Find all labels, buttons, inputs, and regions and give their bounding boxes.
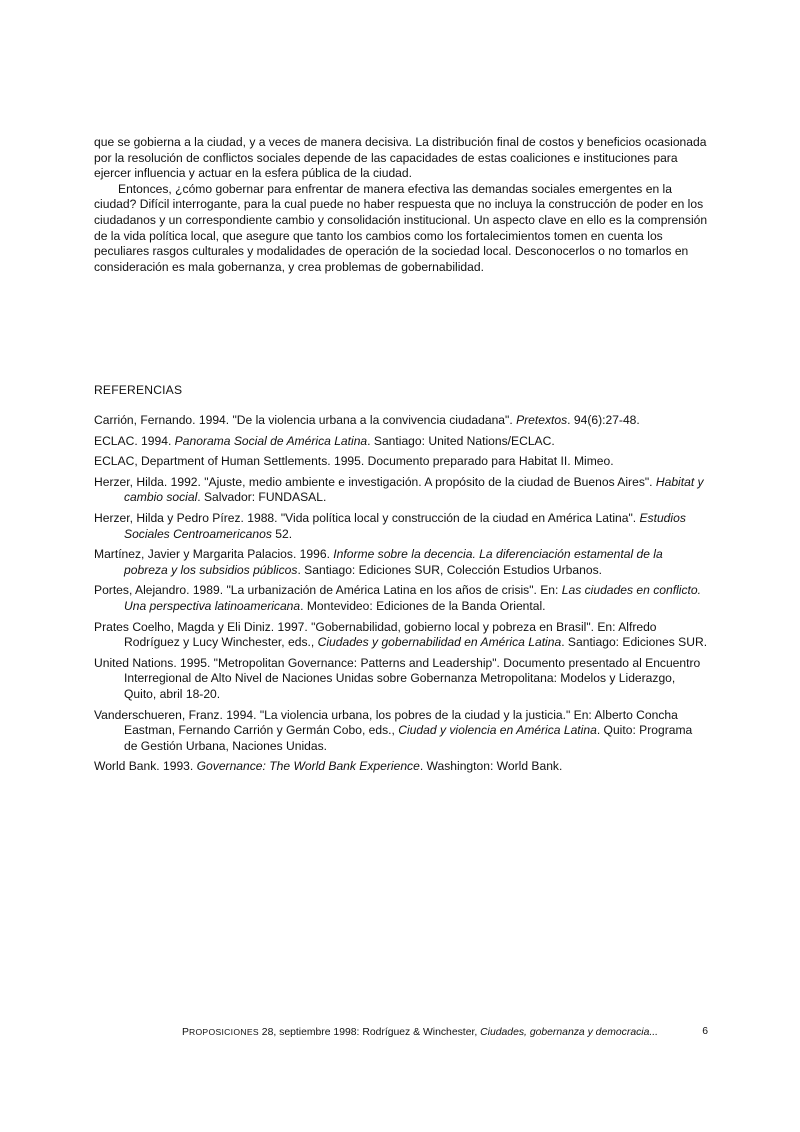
reference-title: Ciudades y gobernabilidad en América Latina (317, 635, 562, 650)
reference-text: Prates Coelho, Magda y Eli Diniz. 1997. "Gobernabilidad, gobierno local y pobreza en Brasil". En: Alfredo Rodríguez y Lucy Winchester, eds., (94, 619, 657, 650)
reference-title: Ciudad y violencia en América Latina (398, 723, 597, 738)
reference-text: . Washington: World Bank. (419, 759, 563, 774)
reference-text: . 94(6):27-48. (567, 413, 640, 427)
reference-text: Vanderschueren, Franz. 1994. "La violencia urbana, los pobres de la ciudad y la justicia." En: Alberto Concha Eastman, Fernando Carrión y Germán Cobo, eds., (94, 707, 678, 738)
reference-item (94, 759, 708, 775)
references-heading: REFERENCIAS (94, 383, 183, 397)
reference-item (94, 413, 708, 429)
reference-title: Informe sobre la decencia. La diferenciación estamental de la pobreza y los subsidios públicos (124, 547, 663, 577)
paragraph-1: que se gobierna a la ciudad, y a veces de manera decisiva. La distribución final de costos y beneficios ocasionada por la resolución de conflictos sociales depende de las capacidades de estas coaliciones e instituciones para ejercer influencia y actuar en la esfera pública de la ciudad. (94, 135, 707, 181)
reference-text: . Santiago: Ediciones SUR, Colección Estudios Urbanos. (297, 562, 602, 577)
reference-title: Pretextos (516, 413, 568, 427)
reference-item (94, 583, 708, 614)
reference-item (94, 454, 708, 470)
reference-text: Carrión, Fernando. 1994. "De la violencia urbana a la convivencia ciudadana". (94, 413, 517, 427)
references-list (94, 413, 708, 780)
reference-title: Governance: The World Bank Experience (196, 759, 420, 774)
page-number: 6 (702, 1026, 708, 1037)
reference-text: Martínez, Javier y Margarita Palacios. 1996. (94, 547, 334, 562)
paragraph-2: Entonces, ¿cómo gobernar para enfrentar de manera efectiva las demandas sociales emergentes en la ciudad? Difícil interrogante, para la cual puede no haber respuesta que no incluya la construcción de poder en los ciudadanos y un correspondiente cambio y consolidación institucional. Un aspecto clave en ello es la comprensión de la vida política local, que asegure que tanto los cambios como los fortalecimientos tomen en cuenta los peculiares rasgos culturales y modalidades de operación de la sociedad local. Desconocerlos o no tomarlos en consideración es mala gobernanza, y crea problemas de gobernabilidad. (94, 181, 708, 274)
reference-text: Herzer, Hilda y Pedro Pírez. 1988. "Vida política local y construcción de la ciudad en América Latina". (94, 510, 640, 525)
page-footer (182, 1025, 708, 1040)
reference-text: . Salvador: FUNDASAL. (197, 490, 327, 505)
footer-citation (182, 1027, 658, 1038)
reference-item (94, 547, 708, 578)
reference-text: . Quito: Programa de Gestión Urbana, Naciones Unidas. (124, 723, 693, 753)
reference-text: . Santiago: United Nations/ECLAC. (367, 433, 555, 448)
reference-title: Las ciudades en conflicto. Una perspectiva latinoamericana (124, 583, 701, 613)
body-text (94, 135, 708, 275)
reference-text: . Santiago: Ediciones SUR. (561, 635, 708, 650)
reference-text: Herzer, Hilda. 1992. "Ajuste, medio ambiente e investigación. A propósito de la ciudad de Buenos Aires". (94, 474, 656, 489)
reference-title: Habitat y cambio social (124, 474, 704, 505)
reference-item (94, 620, 708, 651)
reference-text: ECLAC. 1994. (94, 433, 175, 448)
reference-text: ECLAC, Department of Human Settlements. 1995. Documento preparado para Habitat II. Mimeo. (94, 454, 614, 469)
reference-item (94, 708, 708, 755)
reference-text: United Nations. 1995. "Metropolitan Governance: Patterns and Leadership". Documento presentado al Encuentro Interregional de Alto Nivel de Naciones Unidas sobre Gobernanza Metropolitana: Modelos y Liderazgo, Quito, abril 18-20. (94, 655, 701, 701)
reference-title: Estudios Sociales Centroamericanos (124, 510, 686, 541)
reference-item (94, 511, 708, 542)
reference-item (94, 656, 708, 703)
footer-issue: 28, septiembre 1998: Rodríguez & Winchester, (258, 1027, 481, 1038)
reference-text: 52. (271, 526, 293, 541)
reference-item (94, 434, 708, 450)
reference-text: . Montevideo: Ediciones de la Banda Oriental. (300, 598, 546, 613)
reference-item (94, 475, 708, 506)
reference-text: World Bank. 1993. (94, 759, 197, 774)
footer-journal: PROPOSICIONES (182, 1027, 259, 1038)
reference-title: Panorama Social de América Latina (174, 433, 368, 448)
reference-text: Portes, Alejandro. 1989. "La urbanización de América Latina en los años de crisis". En: (94, 583, 562, 598)
footer-title: Ciudades, gobernanza y democracia... (480, 1027, 659, 1038)
